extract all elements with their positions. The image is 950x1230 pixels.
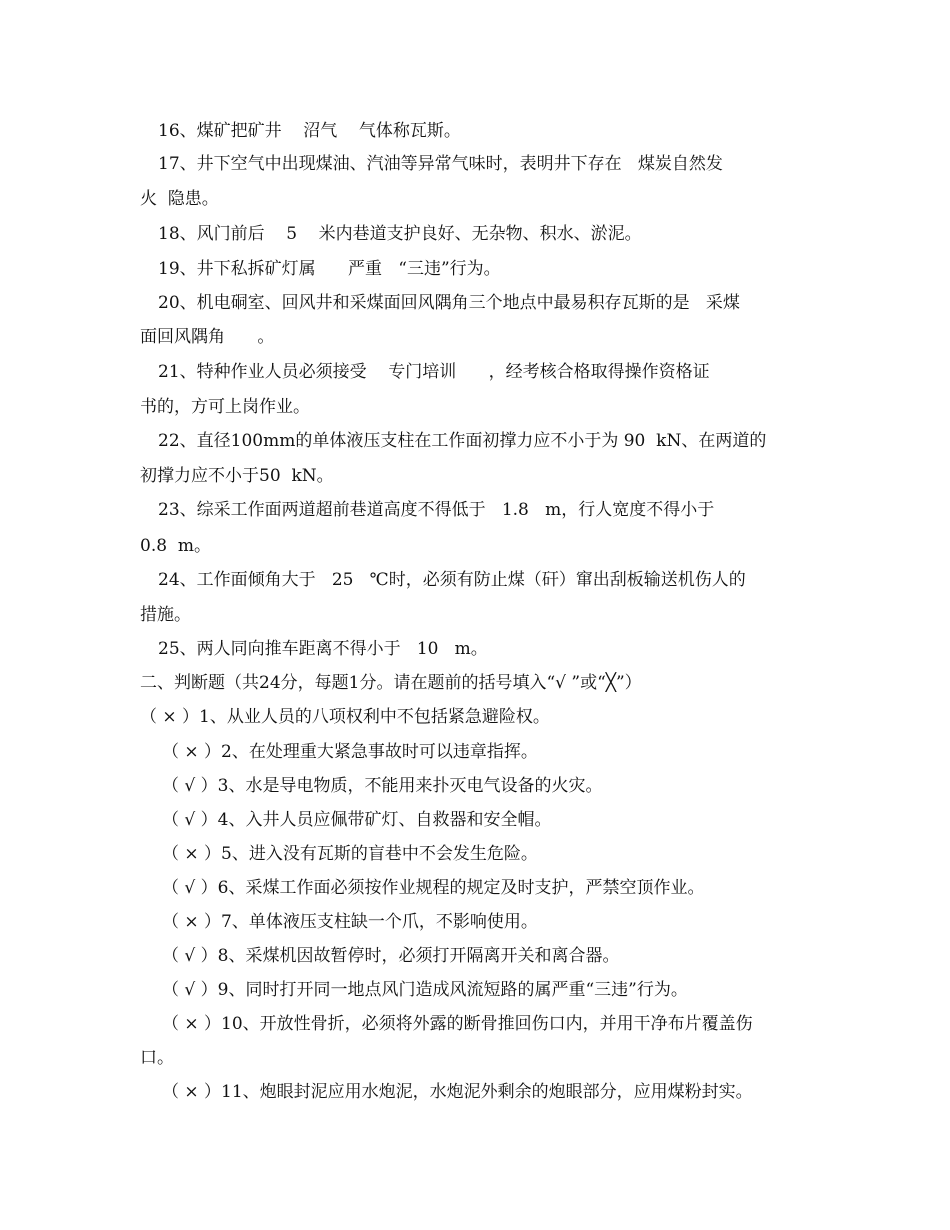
section-heading: 二、判断题（共24分，每题1分。请在题前的括号填入“√ ”或“╳”） bbox=[140, 673, 642, 693]
judgement-11: （ × ）11、炮眼封泥应用水炮泥，水炮泥外剩余的炮眼部分，应用煤粉封实。 bbox=[162, 1082, 753, 1102]
judgement-2: （ × ）2、在处理重大紧急事故时可以违章指挥。 bbox=[162, 742, 538, 762]
judgement-10-cont: 口。 bbox=[140, 1048, 174, 1068]
question-23: 23、综采工作面两道超前巷道高度不得低于 1.8 m，行人宽度不得小于 bbox=[158, 500, 715, 520]
question-21: 21、特种作业人员必须接受 专门培训 ，经考核合格取得操作资格证 bbox=[158, 362, 710, 382]
question-20: 20、机电硐室、回风井和采煤面回风隅角三个地点中最易积存瓦斯的是 采煤 bbox=[158, 293, 740, 313]
judgement-1: （ × ）1、从业人员的八项权利中不包括紧急避险权。 bbox=[140, 707, 550, 727]
judgement-5: （ × ）5、进入没有瓦斯的盲巷中不会发生危险。 bbox=[162, 844, 538, 864]
judgement-4: （ √ ）4、入井人员应佩带矿灯、自救器和安全帽。 bbox=[162, 810, 552, 830]
question-19: 19、井下私拆矿灯属 严重 “三违”行为。 bbox=[158, 259, 501, 279]
judgement-8: （ √ ）8、采煤机因故暂停时，必须打开隔离开关和离合器。 bbox=[162, 946, 620, 966]
question-17: 17、井下空气中出现煤油、汽油等异常气味时，表明井下存在 煤炭自然发 bbox=[158, 154, 723, 174]
judgement-7: （ × ）7、单体液压支柱缺一个爪，不影响使用。 bbox=[162, 912, 538, 932]
question-20-cont: 面回风隅角 。 bbox=[140, 327, 275, 347]
judgement-9: （ √ ）9、同时打开同一地点风门造成风流短路的属严重“三违”行为。 bbox=[162, 980, 688, 1000]
question-16: 16、煤矿把矿井 沼气 气体称瓦斯。 bbox=[158, 121, 461, 141]
judgement-3: （ √ ）3、水是导电物质，不能用来扑灭电气设备的火灾。 bbox=[162, 776, 603, 796]
question-22: 22、直径100mm的单体液压支柱在工作面初撑力应不小于为 90 kN、在两道的 bbox=[158, 431, 767, 451]
judgement-10: （ × ）10、开放性骨折，必须将外露的断骨推回伤口内，并用干净布片覆盖伤 bbox=[162, 1014, 753, 1034]
question-24: 24、工作面倾角大于 25 ℃时，必须有防止煤（矸）窜出刮板输送机伤人的 bbox=[158, 570, 746, 590]
judgement-6: （ √ ）6、采煤工作面必须按作业规程的规定及时支护，严禁空顶作业。 bbox=[162, 878, 705, 898]
question-25: 25、两人同向推车距离不得小于 10 m。 bbox=[158, 639, 488, 659]
question-23-cont: 0.8 m。 bbox=[140, 536, 211, 556]
question-18: 18、风门前后 5 米内巷道支护良好、无杂物、积水、淤泥。 bbox=[158, 224, 642, 244]
question-22-cont: 初撑力应不小于50 kN。 bbox=[140, 466, 334, 486]
question-17-cont: 火 隐患。 bbox=[140, 189, 219, 209]
question-21-cont: 书的，方可上岗作业。 bbox=[140, 397, 310, 417]
question-24-cont: 措施。 bbox=[140, 605, 191, 625]
